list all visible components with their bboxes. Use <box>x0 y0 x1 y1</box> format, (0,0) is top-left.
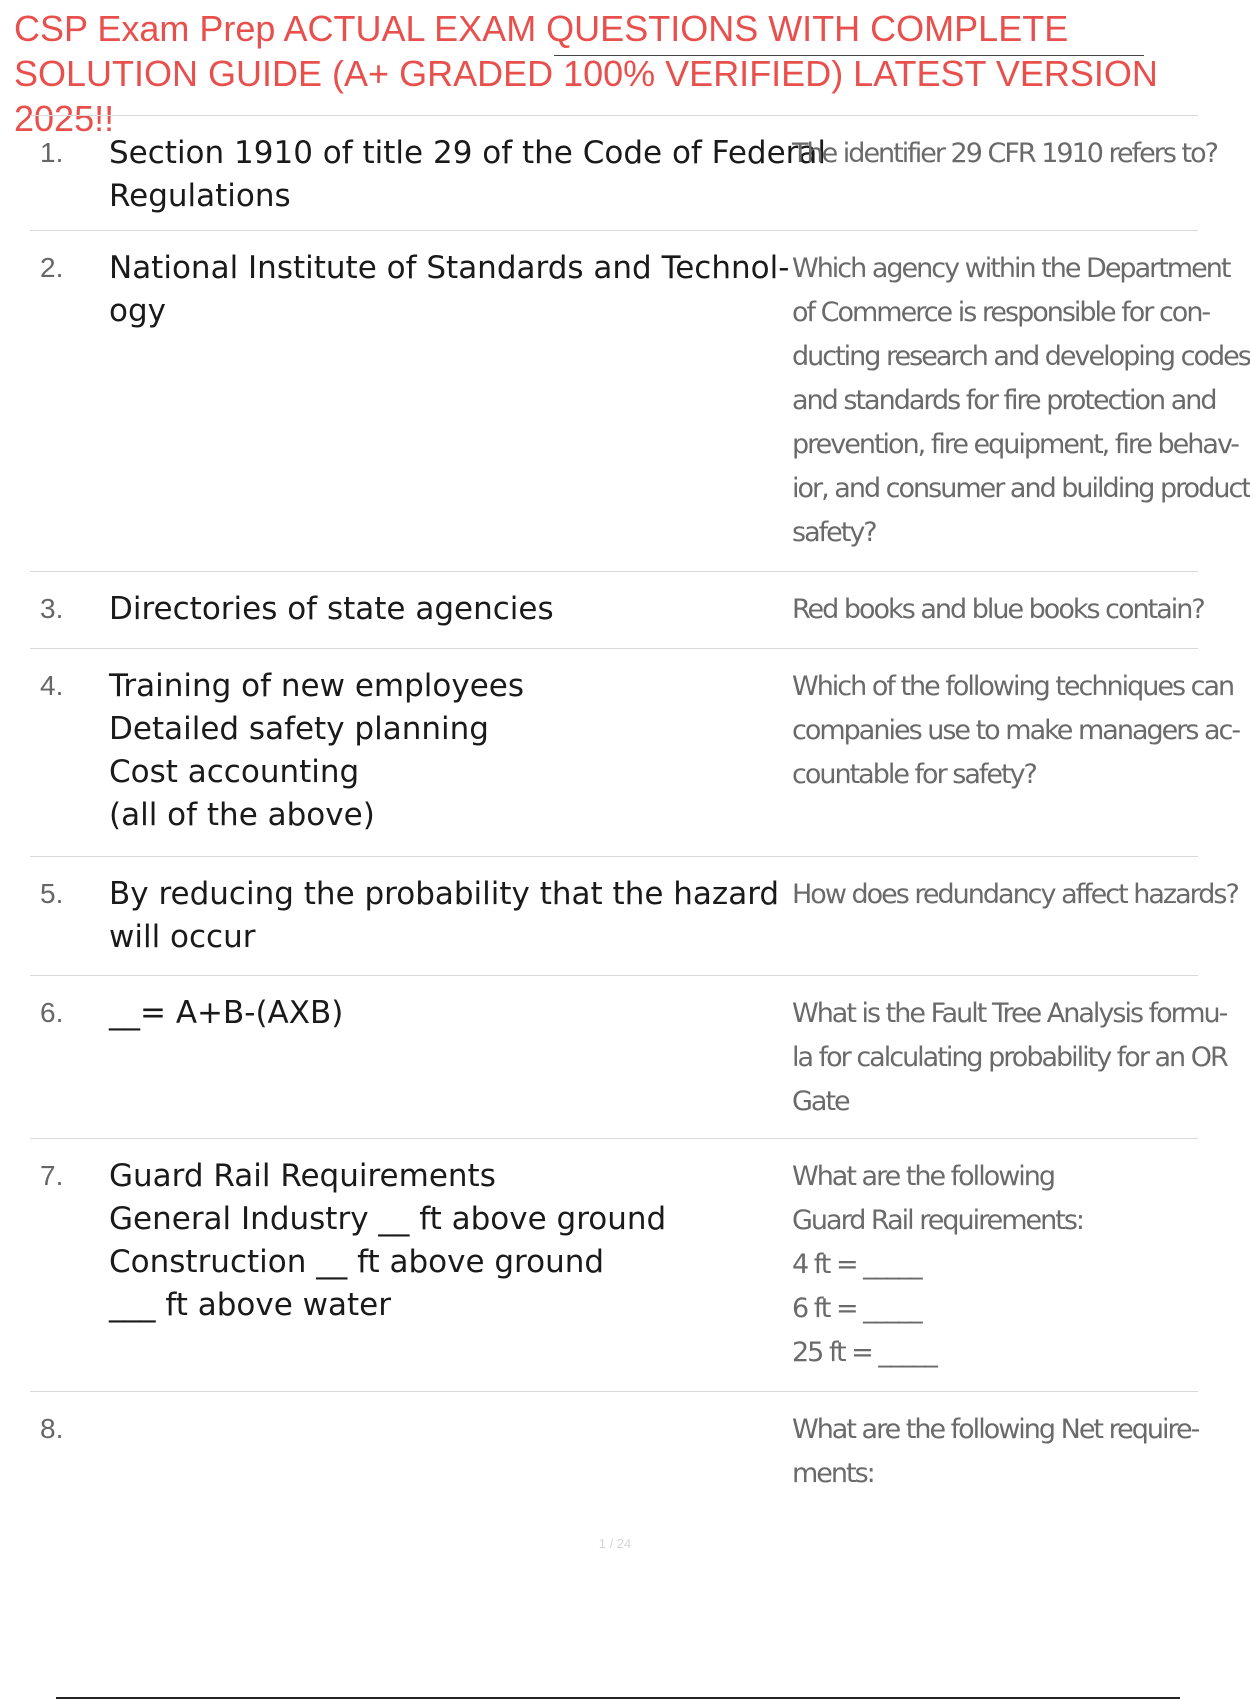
item-definition <box>792 873 1238 917</box>
qa-row-2 <box>30 230 1250 571</box>
item-definition <box>792 665 1240 797</box>
definition-line: The identifier 29 CFR 1910 refers to? <box>792 138 1217 169</box>
definition-line: 6 ft = _____ <box>792 1293 921 1324</box>
item-number: 3. <box>40 593 64 624</box>
term-line: Construction __ ft above ground <box>109 1244 605 1280</box>
term-line: will occur <box>109 919 256 955</box>
qa-row-5 <box>30 856 1238 975</box>
item-number: 6. <box>40 997 64 1028</box>
definition-line: companies use to make managers ac- <box>792 715 1240 746</box>
definition-line: Which of the following techniques can <box>792 671 1234 702</box>
item-term <box>109 665 809 837</box>
item-definition <box>792 1408 1202 1496</box>
term-line: Training of new employees <box>109 668 525 704</box>
term-line: Detailed safety planning <box>109 711 489 747</box>
definition-line: What are the following Net require- <box>792 1414 1199 1445</box>
term-line: __= A+B-(AXB) <box>109 995 344 1031</box>
definition-line: of Commerce is responsible for con- <box>792 297 1210 328</box>
qa-row-4 <box>30 648 1240 856</box>
title-line-2: SOLUTION GUIDE (A+ GRADED 100% VERIFIED) LATEST VERSION <box>14 53 1158 94</box>
page-indicator: 1 / 24 <box>598 1536 632 1551</box>
definition-line: safety? <box>792 517 876 548</box>
footer-rule <box>56 1697 1180 1699</box>
title-line-3: 2025!! <box>14 98 115 139</box>
item-term <box>109 132 826 218</box>
definition-line: la for calculating probability for an OR <box>792 1042 1227 1073</box>
definition-line: 4 ft = _____ <box>792 1249 921 1280</box>
item-number: 8. <box>40 1413 64 1444</box>
term-line: ogy <box>109 293 166 329</box>
title-line-1: CSP Exam Prep ACTUAL EXAM QUESTIONS WITH COMPLETE <box>14 8 1069 49</box>
term-line: Section 1910 of title 29 of the Code of Federal <box>109 135 826 171</box>
item-term <box>109 588 809 631</box>
definition-line: How does redundancy affect hazards? <box>792 879 1238 910</box>
qa-row-8 <box>30 1391 1198 1511</box>
definition-line: ducting research and developing codes <box>792 341 1250 372</box>
item-number: 1. <box>40 137 64 168</box>
definition-line: ments: <box>792 1458 874 1489</box>
item-term <box>109 992 809 1035</box>
item-term <box>109 247 809 333</box>
item-number: 4. <box>40 670 64 701</box>
definition-line: Guard Rail requirements: <box>792 1205 1083 1236</box>
definition-line: Which agency within the Department <box>792 253 1230 284</box>
term-line: General Industry __ ft above ground <box>109 1201 667 1237</box>
qa-row-7 <box>30 1138 1198 1391</box>
term-line: Regulations <box>109 178 291 214</box>
item-number: 5. <box>40 878 64 909</box>
item-definition <box>792 992 1227 1124</box>
term-line: Directories of state agencies <box>109 591 554 627</box>
qa-row-3 <box>30 571 1204 648</box>
definition-line: Gate <box>792 1086 849 1117</box>
term-line: By reducing the probability that the hazard <box>109 876 780 912</box>
term-line: Cost accounting <box>109 754 360 790</box>
item-term <box>109 1155 809 1327</box>
definition-line: 25 ft = _____ <box>792 1337 936 1368</box>
term-line: National Institute of Standards and Technol- <box>109 250 790 286</box>
qa-row-6 <box>30 975 1227 1138</box>
item-definition <box>792 1155 1202 1375</box>
definition-line: What are the following <box>792 1161 1055 1192</box>
item-number: 2. <box>40 252 64 283</box>
qa-row-1 <box>30 115 1217 230</box>
definition-line: prevention, fire equipment, fire behav- <box>792 429 1238 460</box>
definition-line: ior, and consumer and building product <box>792 473 1250 504</box>
term-line: Guard Rail Requirements <box>109 1158 496 1194</box>
term-line: ___ ft above water <box>109 1287 391 1323</box>
item-number: 7. <box>40 1160 64 1191</box>
item-definition <box>792 247 1250 555</box>
item-definition <box>792 132 1217 176</box>
definition-line: Red books and blue books contain? <box>792 594 1204 625</box>
definition-line: What is the Fault Tree Analysis formu- <box>792 998 1227 1029</box>
item-definition <box>792 588 1202 632</box>
term-line: (all of the above) <box>109 797 375 833</box>
qa-list <box>30 115 1250 1511</box>
definition-line: and standards for fire protection and <box>792 385 1216 416</box>
title-underline <box>554 55 1144 56</box>
definition-line: countable for safety? <box>792 759 1036 790</box>
item-term <box>109 873 809 959</box>
